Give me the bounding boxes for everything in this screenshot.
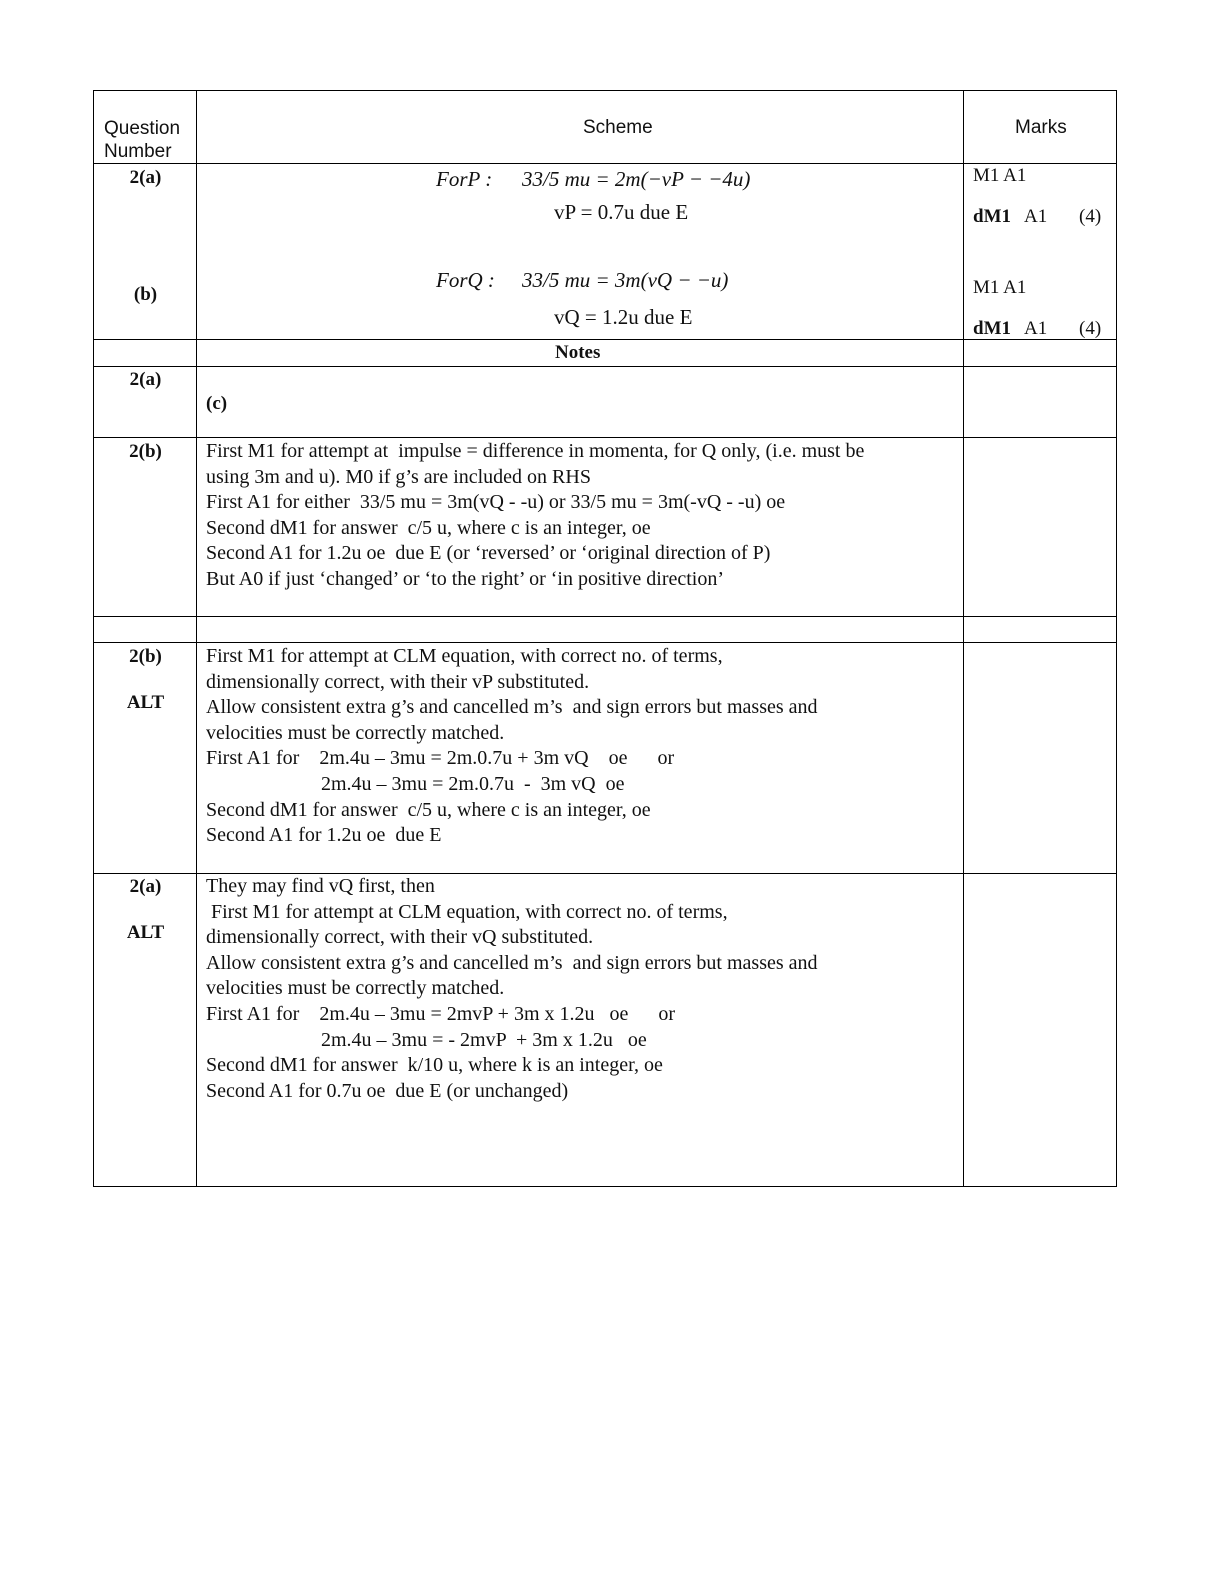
equation: 33/5 mu = 2m(−vP − −4u)	[522, 167, 751, 191]
question-label: 2(b)	[129, 646, 162, 667]
note-line: dimensionally correct, with their vQ substituted.	[206, 926, 594, 949]
equation-result: vP = 0.7u due E	[554, 200, 689, 224]
marks-header: Marks	[1015, 117, 1067, 138]
divider	[963, 339, 964, 366]
note-line: First M1 for attempt at impulse = difference in momenta, for Q only, (i.e. must be	[206, 440, 865, 462]
divider	[963, 91, 964, 339]
equation: 33/5 mu = 3m(vQ − −u)	[522, 268, 729, 292]
note-line: But A0 if just ‘changed’ or ‘to the right’ or ‘in positive direction’	[206, 567, 725, 590]
question-label: (b)	[133, 284, 158, 305]
header-text: Number	[104, 141, 172, 162]
note-line: First A1 for either 33/5 mu = 3m(vQ - -u) or 33/5 mu = 3m(-vQ - -u) oe	[206, 491, 786, 514]
note-line: First M1 for attempt at CLM equation, with correct no. of terms,	[206, 645, 723, 667]
mark: M1 A1	[973, 277, 1027, 298]
mark: dM1	[973, 206, 1011, 227]
divider	[196, 339, 197, 366]
note-line: Second dM1 for answer k/10 u, where k is an integer, oe	[206, 1054, 663, 1077]
note-line: dimensionally correct, with their vP substituted.	[206, 670, 590, 693]
note-line: 2m.4u – 3mu = - 2mvP + 3m x 1.2u oe	[206, 1028, 647, 1051]
note-line: First M1 for attempt at CLM equation, with correct no. of terms,	[206, 900, 728, 923]
equation-label: ForQ :	[436, 268, 495, 292]
note-line: Second dM1 for answer c/5 u, where c is an integer, oe	[206, 516, 651, 539]
note-line: Second A1 for 1.2u oe due E (or ‘reversed’ or ‘original direction of P)	[206, 542, 771, 565]
note-line: First A1 for 2m.4u – 3mu = 2mvP + 3m x 1.2u oe or	[206, 1002, 676, 1025]
mark: M1 A1	[973, 165, 1027, 186]
equation-result: vQ = 1.2u due E	[554, 305, 693, 329]
note-line: using 3m and u). M0 if g’s are included on RHS	[206, 465, 591, 488]
mark-total: (4)	[1079, 206, 1102, 227]
scheme-header: Scheme	[583, 117, 653, 138]
equation-label: ForP :	[436, 167, 493, 191]
notes-header: Notes	[555, 342, 601, 363]
question-label: 2(b)	[129, 441, 162, 462]
note-line: (c)	[206, 393, 228, 414]
note-line: velocities must be correctly matched.	[206, 977, 505, 1000]
note-line: Second dM1 for answer c/5 u, where c is an integer, oe	[206, 798, 651, 821]
mark: A1	[1024, 318, 1048, 339]
question-label: 2(a)	[129, 876, 162, 897]
note-line: Second A1 for 0.7u oe due E (or unchanged)	[206, 1079, 569, 1102]
note-line: They may find vQ first, then	[206, 875, 435, 897]
mark: dM1	[973, 318, 1011, 339]
alt-label: ALT	[126, 922, 165, 943]
note-line: Allow consistent extra g’s and cancelled m’s and sign errors but masses and	[206, 696, 818, 719]
alt-label: ALT	[126, 692, 165, 713]
note-text	[206, 439, 864, 593]
divider	[963, 366, 964, 1186]
question-label: 2(a)	[129, 369, 162, 390]
note-line: First A1 for 2m.4u – 3mu = 2m.0.7u + 3m vQ oe or	[206, 747, 675, 770]
note-text	[206, 874, 818, 1104]
mark-scheme-table	[93, 90, 1117, 1187]
divider	[196, 366, 197, 1186]
note-line: velocities must be correctly matched.	[206, 721, 505, 744]
note-line: Second A1 for 1.2u oe due E	[206, 824, 442, 847]
header-text: Question	[104, 118, 181, 139]
mark-total: (4)	[1079, 318, 1102, 339]
mark: A1	[1024, 206, 1048, 227]
question-label: 2(a)	[129, 167, 162, 188]
note-line: Allow consistent extra g’s and cancelled m’s and sign errors but masses and	[206, 951, 818, 974]
note-text	[206, 391, 227, 417]
question-number-header	[104, 117, 180, 163]
note-text	[206, 644, 818, 849]
note-line: 2m.4u – 3mu = 2m.0.7u - 3m vQ oe	[206, 772, 625, 795]
